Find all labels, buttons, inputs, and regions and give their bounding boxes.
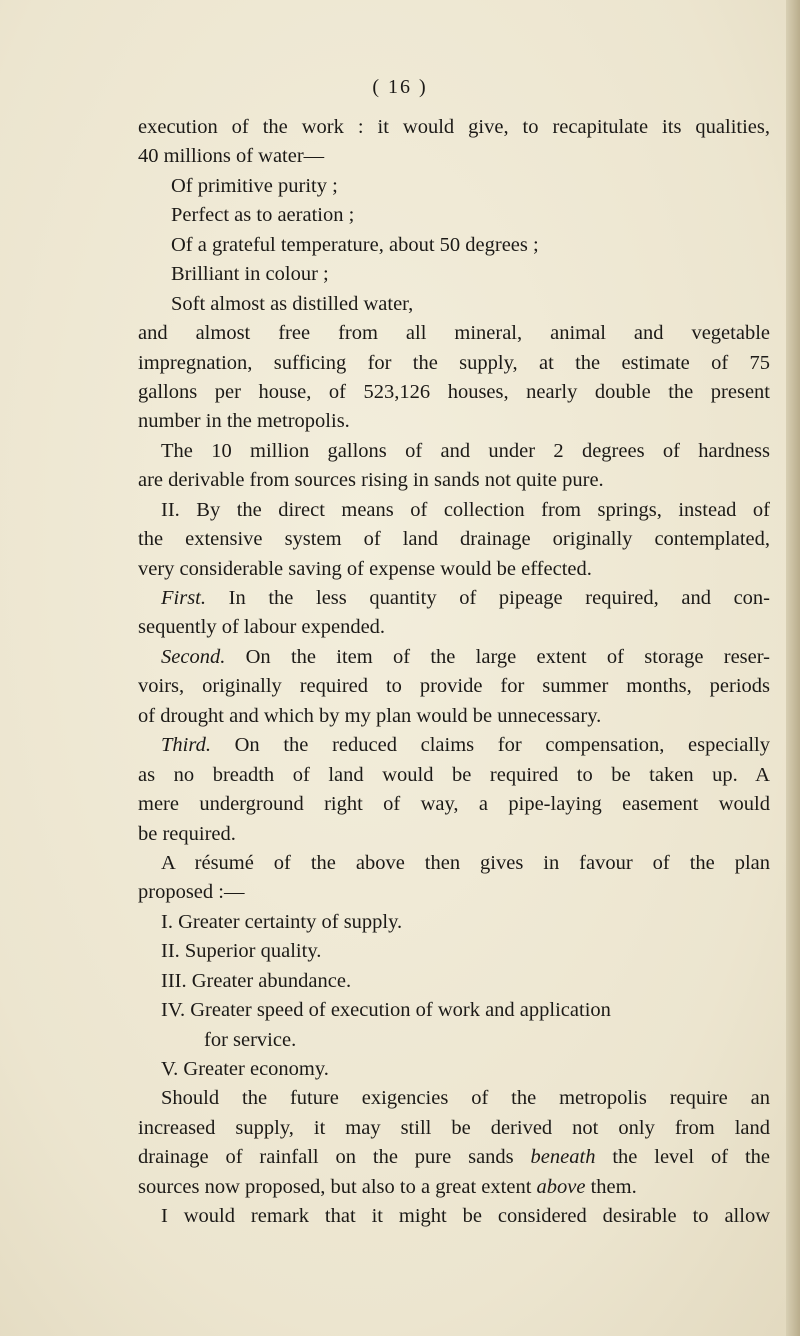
text-line: I would remark that it might be considered desirable to allow bbox=[161, 1205, 770, 1228]
text-line: are derivable from sources rising in sands not quite pure. bbox=[138, 469, 604, 492]
line-text: On the item of the large extent of storage reser- bbox=[225, 645, 770, 668]
text-line bbox=[138, 584, 770, 613]
text-line: for service. bbox=[204, 1028, 297, 1051]
line-text: sources now proposed, but also to a great extent bbox=[138, 1175, 537, 1198]
text-line bbox=[138, 1143, 770, 1172]
text-line bbox=[138, 643, 770, 672]
text-line: be required. bbox=[138, 822, 236, 845]
text-line: Of primitive purity ; bbox=[171, 174, 338, 197]
body-text bbox=[138, 113, 770, 1232]
text-line: gallons per house, of 523,126 houses, nearly double the present bbox=[138, 380, 770, 403]
text-line bbox=[138, 1173, 770, 1202]
text-line: as no breadth of land would be required to be taken up. A bbox=[138, 763, 770, 786]
text-line: I. Greater certainty of supply. bbox=[161, 910, 403, 933]
text-line: execution of the work : it would give, to recapitulate its qualities, bbox=[138, 116, 770, 138]
text-line: V. Greater economy. bbox=[161, 1058, 329, 1080]
text-line bbox=[138, 731, 770, 760]
text-line: number in the metropolis. bbox=[138, 410, 350, 433]
line-text: them. bbox=[585, 1175, 637, 1198]
line-text: In the less quantity of pipeage required, and con- bbox=[206, 587, 770, 609]
text-line: IV. Greater speed of execution of work and application bbox=[161, 999, 611, 1022]
italic-lead: Third. bbox=[161, 734, 211, 757]
text-line: The 10 million gallons of and under 2 degrees of hardness bbox=[161, 439, 770, 462]
page-number: ( 16 ) bbox=[372, 76, 428, 98]
text-line: Soft almost as distilled water, bbox=[171, 292, 414, 315]
text-line: Should the future exigencies of the metropolis require an bbox=[161, 1087, 770, 1110]
italic-word: beneath bbox=[530, 1146, 596, 1169]
text-line: and almost free from all mineral, animal and vegetable bbox=[138, 322, 770, 345]
page-spine-shadow bbox=[786, 0, 800, 1336]
text-line: sequently of labour expended. bbox=[138, 616, 386, 639]
line-text: the level of the bbox=[595, 1146, 770, 1169]
text-line: 40 millions of water— bbox=[138, 145, 325, 168]
italic-lead: Second. bbox=[161, 645, 226, 668]
text-line: Brilliant in colour ; bbox=[171, 263, 329, 286]
line-text: drainage of rainfall on the pure sands bbox=[138, 1146, 531, 1169]
text-line: proposed :— bbox=[138, 881, 245, 904]
text-line: Perfect as to aeration ; bbox=[171, 204, 355, 227]
text-line: II. Superior quality. bbox=[161, 940, 322, 963]
text-line: Of a grateful temperature, about 50 degrees ; bbox=[171, 233, 539, 256]
text-line: very considerable saving of expense would be effected. bbox=[138, 557, 592, 580]
text-line: III. Greater abundance. bbox=[161, 969, 352, 992]
italic-word: above bbox=[536, 1175, 586, 1198]
text-line: increased supply, it may still be derived not only from land bbox=[138, 1116, 770, 1139]
text-line: mere underground right of way, a pipe-laying easement would bbox=[138, 793, 770, 816]
text-line: A résumé of the above then gives in favour of the plan bbox=[161, 851, 770, 874]
text-line: II. By the direct means of collection from springs, instead of bbox=[161, 498, 770, 521]
text-line: impregnation, sufficing for the supply, at the estimate of 75 bbox=[138, 351, 770, 374]
line-text: On the reduced claims for compensation, especially bbox=[210, 734, 770, 757]
italic-lead: First. bbox=[161, 587, 206, 609]
text-line: of drought and which by my plan would be unnecessary. bbox=[138, 704, 602, 727]
text-line: the extensive system of land drainage originally contemplated, bbox=[138, 528, 770, 551]
text-line: voirs, originally required to provide for summer months, periods bbox=[138, 675, 770, 698]
